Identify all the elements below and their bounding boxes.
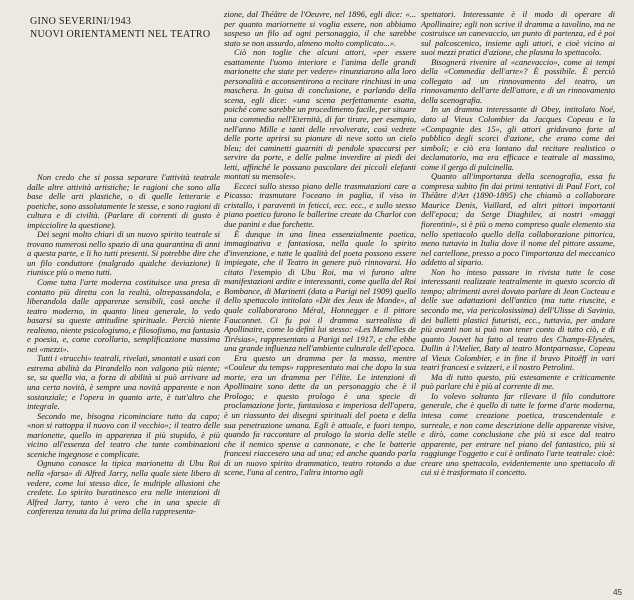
paragraph: Secondo me, bisogna ricominciare tutto da capo; «non si rattoppa il nuovo con il vecchio»; il teatro delle marionette, quello in apparenza il più stupido, è più vicino all'essenza del teatro che tante combinazioni sceniche ingegnose e complicate. [27,410,220,459]
paragraph: Bisognerà rivenire al «canevaccio», come ai tempi della «Commedia dell'arte»? È possibile. È perciò collegato ad un rinnovamento del teatro, un rinnovamento dell'arte dell'attore, e di un rinnovamento della scenografia. [421,56,615,105]
paragraph: zione, dal Théâtre de l'Oeuvre, nel 1896, egli dice: «... per quanto mariornette si voglia essere, non abbiamo sospeso un filo ad ogni personaggio, il che sarebbe stato se non assurdo, almeno molto complicato...». [224,9,416,48]
text-column-1 [27,173,220,517]
text-column-2 [224,10,416,478]
paragraph: Non credo che si possa separare l'attività teatrale dalle altre attività artistiche; le ragioni che sono alla base delle arti plastiche, o di quelle letterarie e poetiche, sono assolutamente le stesse, e sono ragioni di cultura e di civiltà. (Parlare di correnti di gusto è impicciolire la questione). [27,172,220,230]
paragraph: È dunque in una linea essenzialmente poetica, immaginativa e fantasiosa, nella quale lo spirito d'invenzione, e tutte le qualità del poeta possono essere impiegate, che il Teatro in genere può rinnovarsi. Ho citato l'esempio di Ubu Roi, ma vi furono altre manifestazioni ardite e interessanti, come quella del Roi Bombance, di Marinetti (data a Parigi nel 1909) quello dello spettacolo intitolato «Dit des Jeux de Monde», al quale collaborarono Méral, Honnegger e il pittore Fauconnet. Ci fu poi il dramma surrealista di Apollinaire, come lo definì lui stesso: «Les Mamelles de Tirésias», rappresentato a Parigi nel 1917, e che ebbe una grande influenza nell'ambiente culturale dell'epoca. [224,228,416,354]
author-line: GINO SEVERINI/1943 [30,16,132,27]
article-header [30,15,220,41]
paragraph: In un dramma interessante di Obey, intitolato Noé, dato al Vieux Colombier da Jacques Copeau e la «Compagnie des 15», gli attori gridavano forte al pubblico degli scorci d'azione, che erano come dei simboli; e ciò era lontano dal recitare realistico o declamatorio, ma era efficace e teatrale al massimo, come il gergo di pulcinella. [421,104,615,172]
paragraph: Quanto all'importanza della scenografia, essa fu compresa subito fin dai primi tentativi di Paul Fort, col Théâtre d'Art (1890-1895) che chiamò a collaborare Maurice Denis, Vuillard, ed altri pittori importanti dell'epoca; da Serge Diaghilev, ai nostri «maggi fiorentini», si è più o meno compreso quale elemento sia nello spettacolo quello della collaborazione pittorica, meno tuttavia in Italia dove il nome del pittore assume, nel cartellone, presso a poco l'importanza del meccanico addetto al sipario. [421,171,615,268]
paragraph: spettatori. Interessante è il modo di operare di Apollinaire; egli non scrive il dramma a tavolino, ma ne costruisce un canevaccio, un punto di partenza, ed è poi sul palcoscenico, insieme agli attori, e cioè vicino ai suoi mezzi pratici d'azione, che plasma lo spettacolo. [421,9,615,58]
paragraph: Ognuno conosce la tipica marionetta di Ubu Roi nella «farsa» di Alfred Jarry, nella quale siete libero di vedere, come lui stesso dice, le multiple allusioni che credete. Lo spirito buratinesco era nelle intenzioni di Alfred Jarry, tanto è vero che in una specie di conferenza tenuta da lui prima della rappresenta- [27,458,220,517]
paragraph: Dei segni molto chiari di un nuovo spirito teatrale si trovano numerosi nello spazio di una quarantina di anni a questa parte, e li ho tutti presenti. Si potrebbe dire che un filo conduttore (malgrado qualche deviazione) li riunisce più o meno tutti. [27,229,220,278]
paragraph: Tutti i «trucchi» teatrali, rivelati, smontati e usati con estrema abilità da Pirandello non valgono più niente; se, su quella via, a forza di abilità si può arrivare ad una certa novità, è sempre una novità apparente e non sostanziale; e l'opera in quanto arte, è tutt'altro che integrale. [27,353,220,412]
paragraph: Come tutta l'arte moderna costituisce una presa di contatto più diretta con la realtà, oltrepassandola, e liberandola dalle apparenze sensibili, così anche il teatro moderno, in quanto linea generale, lo vedo basarsi su queste attitudine spirituale. Perciò niente realismo, niente psicologismo, e filosofismo, ma fantasia e poesia, e, come corollario, semplificazione massima nei «mezzi». [27,277,220,354]
paragraph: Non ho inteso passare in rivista tutte le cose interessanti realizzate teatralmente in questo scorcio di tempo; altrimenti avrei dovuto parlare di Jean Cocteau e delle sue adattazioni dell'antico (ma tutte riuscite, e secondo me, via pericolosissima) dell'Ulisse di Savinio, dei balletti plastici futuristi, ecc., tuttavia, per andare più avanti non si può non tener conto di tutto ciò, e di quanto Jouvet ha fatto al teatro des Champs-Elysées, Dullin à l'Atelier, Baty al teatro Montparnasse, Copeau al Vieux Colombier, e in fine il bravo Pitoëff in vari teatri francesi e svizzeri, e il nostro Petrolini. [421,266,615,373]
paragraph: Ecceci sullo stesso piano delle trasmutazioni care a Picasso: trasmutare l'oceano in paglia, il viso in cristallo, i paraventi in feticci, ecc. ecc., e sullo stesso piano poetico furono le ballerine create da Charlot con due panini e due forchette. [224,180,416,230]
page-number: 45 [613,588,622,597]
paragraph: Ciò non toglie che alcuni attori, «per essere esattamente l'uomo interiore e l'anima delle grandi marionette che state per vedere» rinunziarono alla loro personalità e acconsentirono a recitare rinchiusi in una maschera. In guisa di conclusione, e parlando della scena, egli dice: «una scena perfettamente esatta, poiché come sarebbe un procedimento facile, per situare una commedia nell'Eternità, di far tirare, per esempio, nell'anno Mille e tanti delle revolverate, così vedrete delle porte aprirsi su pianure di neve sotto un cielo bleu; dei caminetti guarniti di pendole spaccarsi per servire da porte, e delle palme inverdire ai piedi dei letti, affinché le possano pascolare dei piccoli elefanti montati su mensole». [224,47,416,182]
paragraph: Io volevo soltanto far rilevare il filo conduttore generale, che è quello di tutte le forme d'arte moderna, intesa come creazione poetica, trascendentale e surreale, e non come descrizione delle apparenze visive, e dirò, come conclusione che più si esce dal teatro apparente, per entrare nel piano del fantastico, più si raggiunge l'oggetto e cui è ordinato l'arte teatrale: cioè: creare uno spettacolo, evidentemente uno spettacolo di cui si è trasformato il concetto. [421,390,615,478]
paragraph: Era questo un dramma per la massa, mentre «Couleur du temps» rappresentato mai che dopo la sua morte, era un dramma per l'élite. Le intenzioni di Apollinaire sono dette da un personaggio che è il Prologo; e questo prologo è una specie di proclamazione forte, fantasiosa e imperiosa dell'opera, è un riassunto dei disegni spirituali del poeta e della sua penetrazione umana. Egli è attuale, e fuori tempo, quando fa raccontare al prologo la storia delle stelle che il nemico spense a cannonate, e che le batterie francesi riaccesero una ad una; ed anche quando parla di un nuovo spirito drammatico, teatro rotondo a due scene, l'una al centro, l'altra intorno agli [224,352,416,478]
text-column-3 [421,10,615,478]
paragraph: Ma di tutto questo, più estesamente e criticamente può parlare chi è più al corrente di me. [421,371,615,392]
article-title: NUOVI ORIENTAMENTI NEL TEATRO [30,29,211,40]
